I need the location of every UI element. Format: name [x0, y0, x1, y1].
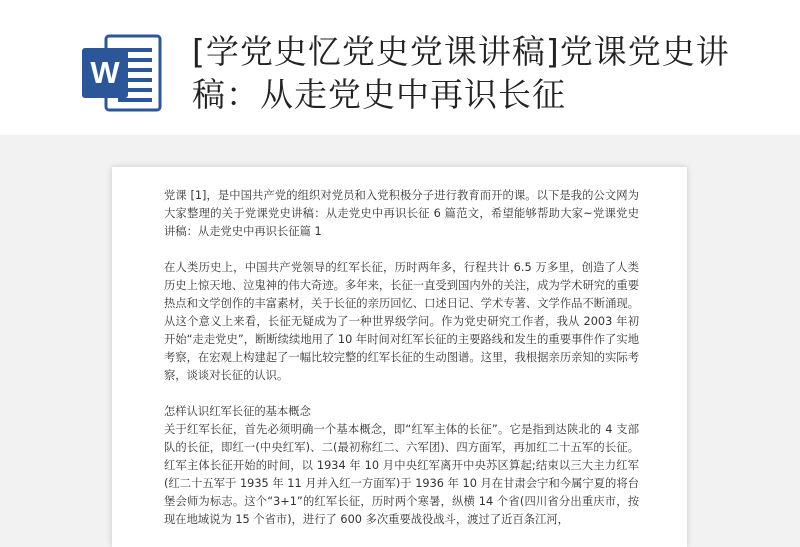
- section-heading: 怎样认识红军长征的基本概念: [164, 405, 311, 418]
- document-page: [112, 167, 687, 547]
- intro-paragraph: 党课 [1]，是中国共产党的组织对党员和入党积极分子进行教育而开的课。以下是我的公文网为大家整理的关于党课党史讲稿：从走党史中再识长征 6 篇范文，希望能够帮助大家~党课党史讲稿：从走党史中再识长征篇 1: [164, 189, 639, 238]
- body-paragraph: 关于红军长征，首先必须明确一个基本概念，即“红军主体的长征”。它是指到达陕北的 4 支部队的长征，即红一(中央红军)、二(最初称红二、六军团)、四方面军，再加红二十五军的长征。红军主体长征开始的时间，以 1934 年 10 月中央红军离开中央苏区算起;结束以三大主力红军(红二十五军于 1935 年 11 月并入红一方面军)于 1936 年 10 月在甘肃会宁和今属宁夏的将台堡会师为标志。这个“3+1”的红军长征，历时两个寒暑，纵横 14 个省(四川省分出重庆市，按现在地域说为 15 个省市)，进行了 600 多次重要战役战斗，渡过了近百条江河，: [164, 423, 639, 526]
- document-content: [164, 187, 639, 529]
- document-title: [学党史忆党史党课讲稿]党课党史讲稿：从走党史中再识长征: [192, 32, 730, 114]
- body-paragraph: 在人类历史上，中国共产党领导的红军长征，历时两年多，行程共计 6.5 万多里，创造了人类历史上惊天地、泣鬼神的伟大奇迹。多年来，长征一直受到国内外的关注，成为学术研究的重要热点和文学创作的丰富素材，关于长征的亲历回忆、口述日记、学术专著、文学作品不断涌现。从这个意义上来看，长征无疑成为了一种世界级学问。作为党史研究工作者，我从 2003 年初开始“走走党史”，断断续续地用了 10 年时间对红军长征的主要路线和发生的重要事件作了实地考察，在宏观上构建起了一幅比较完整的红军长征的生动图谱。这里，我根据亲历亲知的实际考察，谈谈对长征的认识。: [164, 261, 639, 382]
- word-document-icon: [80, 32, 162, 114]
- document-header: [0, 0, 800, 135]
- word-icon-letter: W: [90, 55, 120, 90]
